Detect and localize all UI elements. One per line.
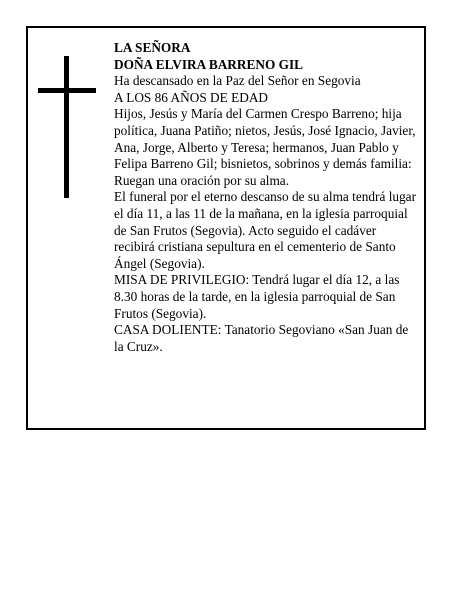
honorific: LA SEÑORA bbox=[114, 40, 191, 55]
family-paragraph: Hijos, Jesús y María del Carmen Crespo Barreno; hija política, Juana Patiño; nietos, Jesús, José Ignacio, Javier, Ana, Jorge, Alberto y Teresa; hermanos, Juan Pablo y Felipa Barreno Gil; bisnietos, sobrinos y demás familia: bbox=[114, 106, 416, 172]
rest-line: Ha descansado en la Paz del Señor en Segovia bbox=[114, 73, 361, 89]
notice-text bbox=[114, 40, 420, 355]
cross-horizontal-bar bbox=[38, 88, 96, 93]
mourning-house: CASA DOLIENTE: Tanatorio Segoviano «San Juan de la Cruz». bbox=[114, 322, 409, 354]
age-line: A LOS 86 AÑOS DE EDAD bbox=[114, 89, 269, 105]
deceased-name: DOÑA ELVIRA BARRENO GIL bbox=[114, 56, 304, 72]
cross-vertical-bar bbox=[64, 56, 69, 198]
funeral-paragraph: El funeral por el eterno descanso de su alma tendrá lugar el día 11, a las 11 de la mañana, en la iglesia parroquial de San Frutos (Segovia). Acto seguido el cadáver recibirá cristiana sepultura en el cementerio de Santo Ángel (Segovia). bbox=[114, 189, 417, 271]
obituary-notice bbox=[26, 26, 426, 430]
mass-paragraph: MISA DE PRIVILEGIO: Tendrá lugar el día 12, a las 8.30 horas de la tarde, en la iglesia parroquial de San Frutos (Segovia). bbox=[114, 272, 400, 321]
prayer-request: Ruegan una oración por su alma. bbox=[114, 172, 290, 188]
cross-icon bbox=[38, 56, 96, 198]
